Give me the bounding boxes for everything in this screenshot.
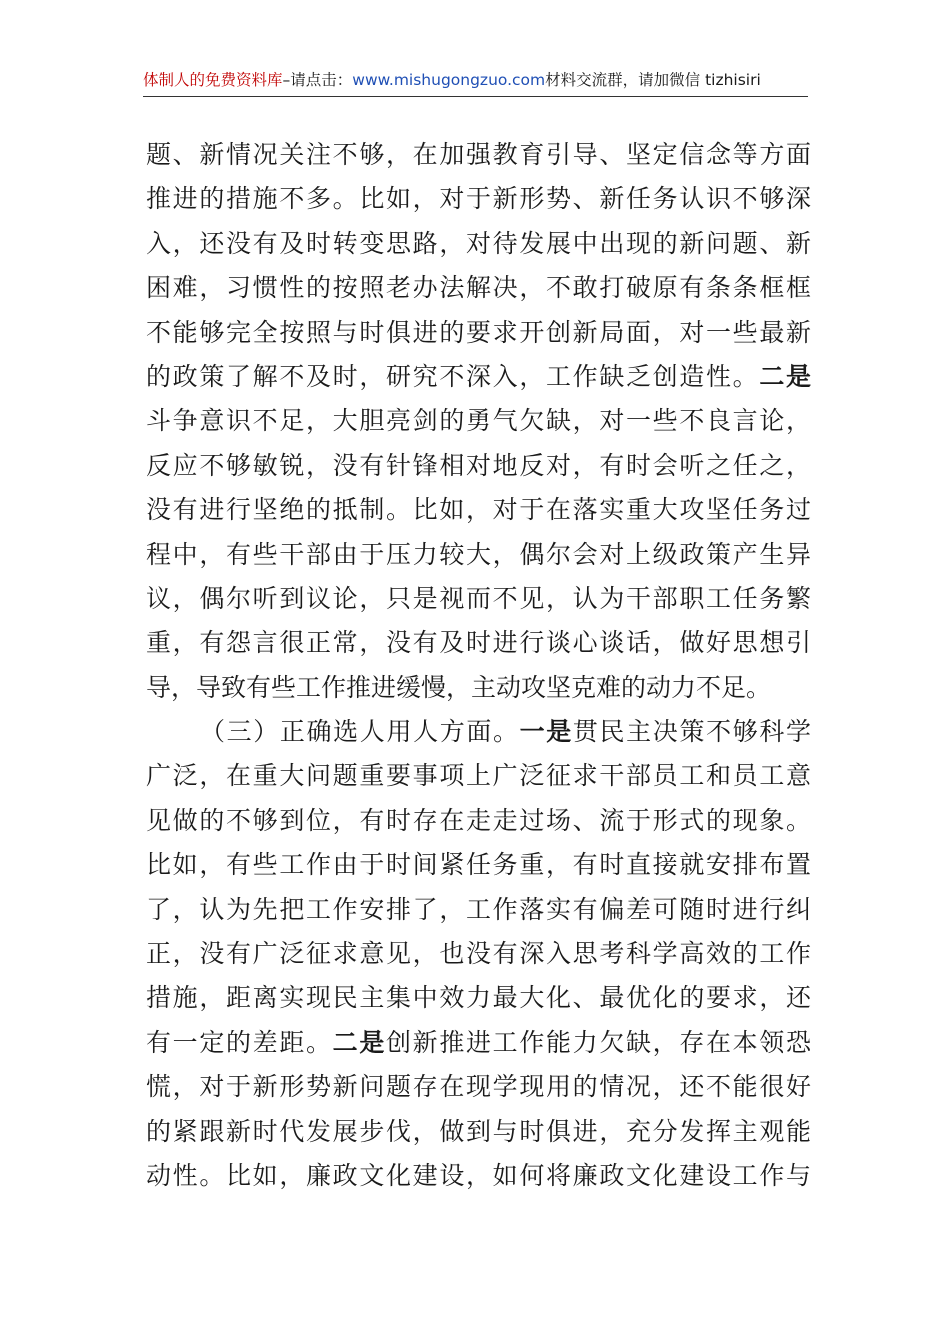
text-line [146,533,811,577]
text-line [146,488,811,532]
text-line [146,1065,811,1109]
line-text: 见做的不够到位，有时存在走走过场、流于形式的现象。 [146,805,811,835]
text-line [146,1110,811,1154]
text-line [146,621,811,665]
line-text: 正，没有广泛征求意见，也没有深入思考科学高效的工作 [146,939,811,969]
text-line [146,222,811,266]
line-text: 推进的措施不多。比如，对于新形势、新任务认识不够深 [146,184,811,214]
line-text: 创新推进工作能力欠缺，存在本领恐 [386,1027,811,1057]
text-line [146,177,811,221]
text-line [146,133,811,177]
line-text: 贯民主决策不够科学 [572,717,811,747]
text-line [146,577,811,621]
header-contact-text: 材料交流群，请加微信 tizhisiri [545,71,761,89]
text-line [146,888,811,932]
line-text: 比如，有些工作由于时间紧任务重，有时直接就安排布置 [146,850,811,880]
line-text: 慌，对于新形势新问题存在现学现用的情况，还不能很好 [146,1072,811,1102]
emphasis-text: 一是 [519,717,573,747]
header-brand: 体制人的免费资料库 [143,71,283,89]
line-text: 程中，有些干部由于压力较大，偶尔会对上级政策产生异 [146,539,811,569]
text-line [146,444,811,488]
line-text: 题、新情况关注不够，在加强教育引导、坚定信念等方面 [146,140,811,169]
line-text: 不能够完全按照与时俱进的要求开创新局面，对一些最新 [146,317,811,347]
text-line [146,710,811,754]
line-text: 导，导致有些工作推进缓慢，主动攻坚克难的动力不足。 [146,672,772,702]
emphasis-text: 二是 [759,361,811,391]
line-text: 了，认为先把工作安排了，工作落实有偏差可随时进行纠 [146,894,811,924]
text-line [146,843,811,887]
line-text: 的紧跟新时代发展步伐，做到与时俱进，充分发挥主观能 [146,1116,811,1146]
line-text: 重，有怨言很正常，没有及时进行谈心谈话，做好思想引 [146,628,811,658]
text-line [146,976,811,1020]
text-line [146,1154,811,1198]
line-text: 入，还没有及时转变思路，对待发展中出现的新问题、新 [146,228,811,258]
text-line [146,355,811,399]
page-header [143,66,808,97]
line-text: 反应不够敏锐，没有针锋相对地反对，有时会听之任之， [146,450,811,480]
line-text: 有一定的差距。 [146,1027,333,1057]
text-line [146,311,811,355]
header-url-link[interactable]: www.mishugongzuo.com [352,71,546,89]
text-line [146,932,811,976]
emphasis-text: 二是 [332,1027,386,1057]
text-line [146,666,811,710]
header-click-text: –请点击： [282,71,353,89]
line-text: 没有进行坚绝的抵制。比如，对于在落实重大攻坚任务过 [146,495,811,525]
line-text: 困难，习惯性的按照老办法解决，不敢打破原有条条框框 [146,273,811,303]
text-line [146,266,811,310]
text-line [146,754,811,798]
text-line [146,1021,811,1065]
line-text: 措施，距离实现民主集中效力最大化、最优化的要求，还 [146,983,811,1013]
text-line [146,399,811,443]
line-text: （三）正确选人用人方面。 [200,717,520,747]
line-text: 的政策了解不及时，研究不深入，工作缺乏创造性。 [146,361,760,391]
text-line [146,799,811,843]
line-text: 动性。比如，廉政文化建设，如何将廉政文化建设工作与 [146,1160,811,1190]
document-body [146,133,811,1198]
line-text: 斗争意识不足，大胆亮剑的勇气欠缺，对一些不良言论， [146,406,811,436]
line-text: 广泛，在重大问题重要事项上广泛征求干部员工和员工意 [146,761,811,791]
line-text: 议，偶尔听到议论，只是视而不见，认为干部职工任务繁 [146,583,811,613]
